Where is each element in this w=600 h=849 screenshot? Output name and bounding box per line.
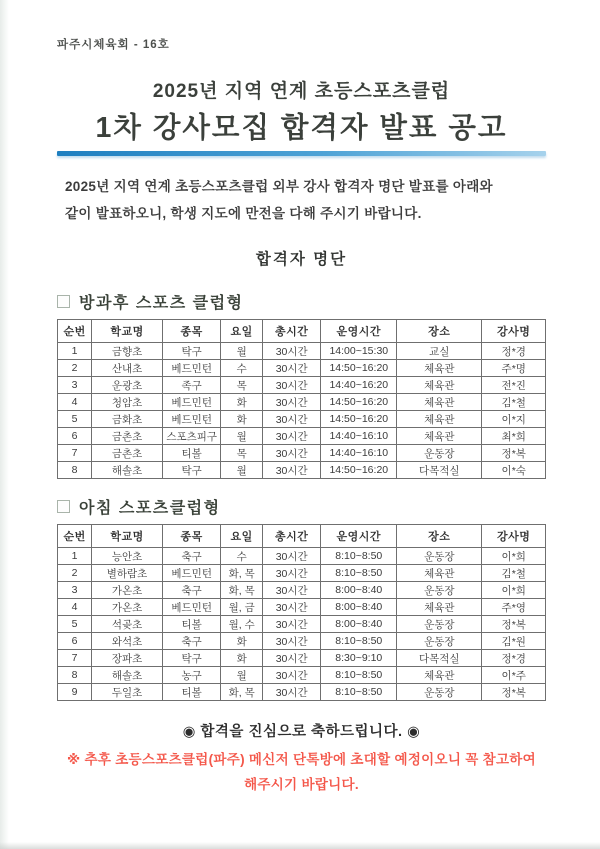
table-header-row [58,525,546,548]
table-cell: 3 [58,582,92,599]
table-cell: 두일초 [92,684,163,701]
column-header: 학교명 [92,525,163,548]
table-cell: 6 [58,428,92,445]
table-cell: 탁구 [162,343,221,360]
column-header: 장소 [397,320,482,343]
table-cell: 체육관 [397,565,482,582]
intro-line-2: 같이 발표하오니, 학생 지도에 만전을 다해 주시기 바랍니다. [65,206,422,221]
checkbox-icon [57,295,70,308]
column-header: 요일 [221,525,262,548]
title-line-1: 2025년 지역 연계 초등스포츠클럽 [152,81,451,102]
table-cell: 14:40~16:20 [321,377,397,394]
table-cell: 월, 금 [221,599,262,616]
table-row [58,411,546,428]
table-cell: 30시간 [262,684,321,701]
table-cell: 이*지 [482,411,546,428]
table-cell: 이*숙 [482,462,546,479]
table-cell: 주*영 [482,599,546,616]
table-cell: 베드민턴 [162,360,221,377]
table-cell: 스포츠피구 [162,428,221,445]
table-cell: 30시간 [262,377,321,394]
table-cell: 30시간 [262,548,321,565]
table-cell: 8:10~8:50 [321,548,397,565]
table-cell: 탁구 [162,650,221,667]
table-cell: 월 [221,462,262,479]
column-header: 순번 [58,525,92,548]
table-row [58,650,546,667]
table-cell: 14:40~16:10 [321,428,397,445]
table-cell: 김*철 [482,565,546,582]
table-row [58,633,546,650]
table-cell: 티볼 [162,616,221,633]
table-cell: 김*철 [482,394,546,411]
table-header-row [58,320,546,343]
table-cell: 운동장 [397,582,482,599]
table-cell: 해솔초 [92,667,163,684]
table-cell: 와석초 [92,633,163,650]
table-cell: 2 [58,360,92,377]
table-cell: 체육관 [397,411,482,428]
table-cell: 6 [58,633,92,650]
table-cell: 산내초 [92,360,163,377]
column-header: 순번 [58,320,92,343]
table-cell: 정*복 [482,616,546,633]
afterschool-table [57,319,546,479]
table-cell: 석곶초 [92,616,163,633]
table-cell: 8:10~8:50 [321,667,397,684]
table-row [58,394,546,411]
title-block [57,76,546,156]
column-header: 강사명 [482,320,546,343]
table-cell: 30시간 [262,650,321,667]
table-cell: 금촌초 [92,445,163,462]
scan-edge-bottom [0,842,600,849]
table-cell: 전*진 [482,377,546,394]
table-cell: 베드민턴 [162,599,221,616]
table-cell: 운동장 [397,548,482,565]
table-row [58,667,546,684]
table-row [58,360,546,377]
table-row [58,565,546,582]
table-cell: 2 [58,565,92,582]
column-header: 종목 [162,320,221,343]
table-row [58,462,546,479]
table-cell: 가온초 [92,599,163,616]
table-row [58,377,546,394]
table-cell: 월 [221,343,262,360]
section-heading-afterschool [57,290,546,313]
table-cell: 화 [221,394,262,411]
table-row [58,616,546,633]
table-cell: 8:10~8:50 [321,633,397,650]
table-cell: 5 [58,411,92,428]
table-cell: 청암초 [92,394,163,411]
table-cell: 운동장 [397,684,482,701]
table-cell: 농구 [162,667,221,684]
notice-line-1: ※ 추후 초등스포츠클럽(파주) 메신저 단톡방에 초대할 예정이오니 꼭 참고하여 [67,752,536,767]
table-cell: 월, 수 [221,616,262,633]
table-cell: 30시간 [262,343,321,360]
table-cell: 체육관 [397,599,482,616]
table-cell: 8:00~8:40 [321,599,397,616]
table-cell: 운동장 [397,633,482,650]
table-cell: 월 [221,428,262,445]
column-header: 총시간 [262,525,321,548]
table-cell: 축구 [162,582,221,599]
table-cell: 수 [221,548,262,565]
table-cell: 30시간 [262,667,321,684]
table-cell: 탁구 [162,462,221,479]
table-cell: 족구 [162,377,221,394]
table-cell: 화 [221,650,262,667]
table-cell: 30시간 [262,411,321,428]
table-cell: 운동장 [397,616,482,633]
list-title: 합격자 명단 [255,251,348,268]
table-cell: 금화초 [92,411,163,428]
table-cell: 정*경 [482,343,546,360]
table-cell: 8 [58,667,92,684]
column-header: 총시간 [262,320,321,343]
table-cell: 이*주 [482,667,546,684]
table-cell: 운동장 [397,445,482,462]
table-row [58,343,546,360]
table-cell: 3 [58,377,92,394]
section-heading-morning [57,495,546,518]
morning-table [57,524,546,701]
table-cell: 14:50~16:20 [321,462,397,479]
table-cell: 베드민턴 [162,411,221,428]
table-cell: 이*희 [482,548,546,565]
table-cell: 축구 [162,633,221,650]
title-line-2: 1차 강사모집 합격자 발표 공고 [95,112,508,144]
table-cell: 30시간 [262,462,321,479]
table-cell: 다목적실 [397,650,482,667]
table-cell: 체육관 [397,377,482,394]
notice-line-2: 해주시기 바랍니다. [244,777,359,792]
column-header: 요일 [221,320,262,343]
table-cell: 8:00~8:40 [321,616,397,633]
table-cell: 금향초 [92,343,163,360]
column-header: 장소 [397,525,482,548]
table-cell: 8 [58,462,92,479]
table-cell: 30시간 [262,599,321,616]
table-cell: 김*원 [482,633,546,650]
table-row [58,599,546,616]
table-cell: 이*희 [482,582,546,599]
table-row [58,582,546,599]
table-cell: 1 [58,548,92,565]
column-header: 학교명 [92,320,163,343]
table-cell: 수 [221,360,262,377]
column-header: 운영시간 [321,320,397,343]
intro-paragraph [65,173,540,227]
intro-line-1: 2025년 지역 연계 초등스포츠클럽 외부 강사 합격자 명단 발표를 아래와 [65,179,493,194]
table-cell: 14:00~15:30 [321,343,397,360]
table-cell: 장파초 [92,650,163,667]
table-cell: 30시간 [262,394,321,411]
table-cell: 화 [221,411,262,428]
table-row [58,548,546,565]
table-cell: 가온초 [92,582,163,599]
table-cell: 4 [58,394,92,411]
notice-text [57,747,546,797]
table-cell: 14:50~16:20 [321,411,397,428]
table-cell: 교실 [397,343,482,360]
table-cell: 30시간 [262,633,321,650]
table-cell: 정*경 [482,650,546,667]
column-header: 강사명 [482,525,546,548]
table-cell: 체육관 [397,394,482,411]
table-cell: 화, 목 [221,582,262,599]
table-cell: 30시간 [262,428,321,445]
morning-table-body [58,548,546,701]
table-cell: 5 [58,616,92,633]
table-cell: 다목적실 [397,462,482,479]
table-cell: 7 [58,650,92,667]
table-cell: 티볼 [162,445,221,462]
column-header: 종목 [162,525,221,548]
checkbox-icon [57,500,70,513]
table-cell: 9 [58,684,92,701]
table-cell: 정*복 [482,684,546,701]
table-row [58,445,546,462]
section-heading-label: 아침 스포츠클럽형 [79,500,221,517]
table-cell: 화 [221,633,262,650]
table-cell: 8:10~8:50 [321,565,397,582]
title-underline [57,151,546,156]
table-cell: 베드민턴 [162,394,221,411]
table-cell: 30시간 [262,360,321,377]
table-cell: 능안초 [92,548,163,565]
table-cell: 1 [58,343,92,360]
table-cell: 운광초 [92,377,163,394]
table-cell: 목 [221,377,262,394]
table-cell: 8:10~8:50 [321,684,397,701]
table-cell: 30시간 [262,445,321,462]
table-cell: 30시간 [262,582,321,599]
table-cell: 화, 목 [221,684,262,701]
table-cell: 축구 [162,548,221,565]
table-cell: 목 [221,445,262,462]
table-row [58,684,546,701]
table-cell: 별하람초 [92,565,163,582]
congrats-line: ◉ 합격을 진심으로 축하드립니다. ◉ [182,724,421,740]
table-row [58,428,546,445]
table-cell: 베드민턴 [162,565,221,582]
table-cell: 주*명 [482,360,546,377]
table-cell: 티볼 [162,684,221,701]
table-cell: 4 [58,599,92,616]
table-cell: 최*희 [482,428,546,445]
table-cell: 14:50~16:20 [321,360,397,377]
table-cell: 해솔초 [92,462,163,479]
section-heading-label: 방과후 스포츠 클럽형 [79,295,244,312]
table-cell: 14:40~16:10 [321,445,397,462]
table-cell: 체육관 [397,360,482,377]
afterschool-table-body [58,343,546,479]
table-cell: 8:30~9:10 [321,650,397,667]
table-cell: 화, 목 [221,565,262,582]
column-header: 운영시간 [321,525,397,548]
table-cell: 정*복 [482,445,546,462]
table-cell: 8:00~8:40 [321,582,397,599]
table-cell: 월 [221,667,262,684]
doc-number: 파주시체육회 - 16호 [57,39,170,51]
table-cell: 14:50~16:20 [321,394,397,411]
table-cell: 30시간 [262,565,321,582]
table-cell: 체육관 [397,667,482,684]
table-cell: 체육관 [397,428,482,445]
table-cell: 7 [58,445,92,462]
table-cell: 30시간 [262,616,321,633]
table-cell: 금촌초 [92,428,163,445]
